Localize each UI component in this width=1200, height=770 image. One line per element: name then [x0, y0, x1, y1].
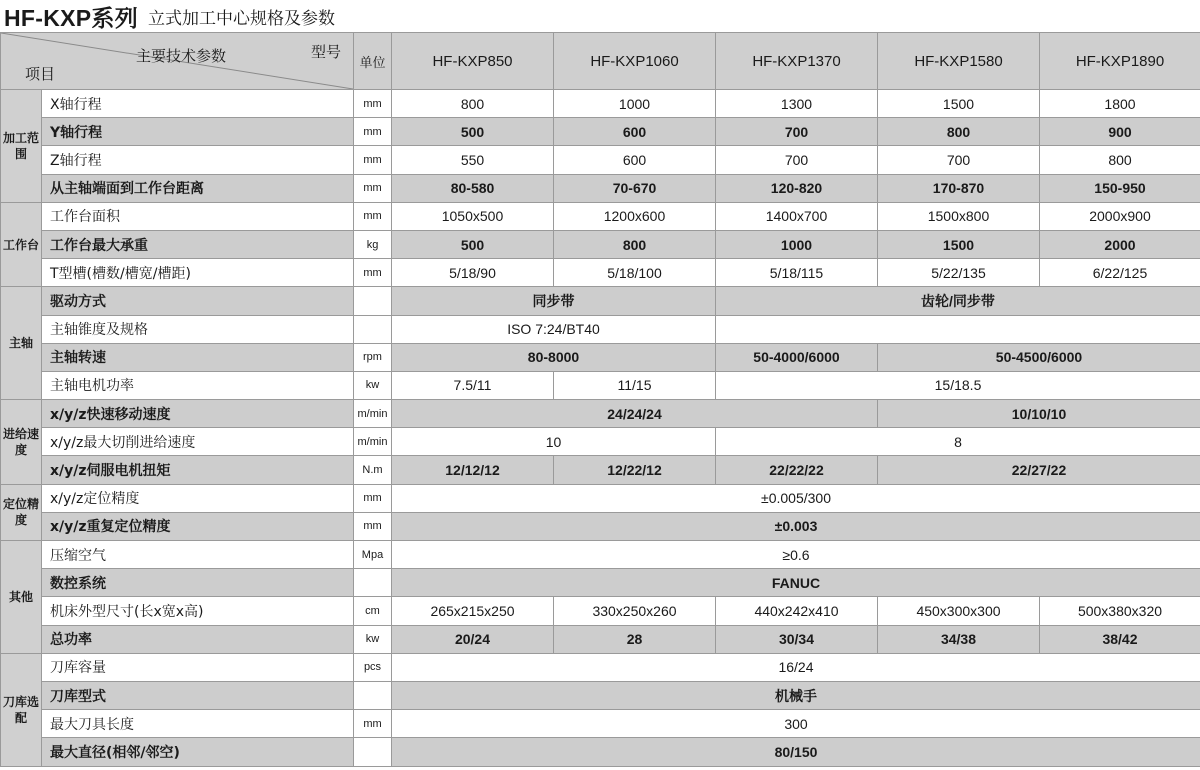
value-cell: 10	[392, 428, 716, 456]
value-cell: 500	[392, 230, 554, 258]
value-cell: 10/10/10	[878, 400, 1200, 428]
param-name: 刀库型式	[42, 681, 354, 709]
value-cell: 7.5/11	[392, 371, 554, 399]
value-cell: 28	[554, 625, 716, 653]
corner-item-label: 项目	[25, 65, 56, 83]
category-magazine: 刀库选配	[1, 653, 42, 766]
unit-cell: mm	[354, 118, 392, 146]
value-cell: 1500x800	[878, 202, 1040, 230]
value-cell: 1200x600	[554, 202, 716, 230]
header-row	[1, 33, 1200, 90]
value-cell: 700	[878, 146, 1040, 174]
param-name: Z轴行程	[42, 146, 354, 174]
value-cell: 170-870	[878, 174, 1040, 202]
model-header: HF-KXP850	[392, 33, 554, 90]
category-positioning: 定位精度	[1, 484, 42, 540]
row-positioning-accuracy	[1, 484, 1200, 512]
param-name: 从主轴端面到工作台距离	[42, 174, 354, 202]
value-cell: 450x300x300	[878, 597, 1040, 625]
row-table-area	[1, 202, 1200, 230]
value-cell: 265x215x250	[392, 597, 554, 625]
unit-cell: m/min	[354, 400, 392, 428]
row-compressed-air	[1, 541, 1200, 569]
value-cell: 24/24/24	[392, 400, 878, 428]
value-cell: 1400x700	[716, 202, 878, 230]
value-cell: 1000	[554, 90, 716, 118]
unit-cell: m/min	[354, 428, 392, 456]
value-cell: 300	[392, 710, 1200, 738]
value-cell: 16/24	[392, 653, 1200, 681]
value-cell: 800	[554, 230, 716, 258]
value-cell: 5/18/90	[392, 259, 554, 287]
row-cut-feed	[1, 428, 1200, 456]
row-total-power	[1, 625, 1200, 653]
row-servo-torque	[1, 456, 1200, 484]
value-cell: 5/18/100	[554, 259, 716, 287]
value-cell: 38/42	[1040, 625, 1200, 653]
value-cell: FANUC	[392, 569, 1200, 597]
row-cnc-system	[1, 569, 1200, 597]
value-cell: 1800	[1040, 90, 1200, 118]
value-cell: 34/38	[878, 625, 1040, 653]
unit-cell: mm	[354, 710, 392, 738]
row-max-tool-length	[1, 710, 1200, 738]
row-t-slot	[1, 259, 1200, 287]
series-title: HF-KXP系列	[4, 4, 139, 31]
value-cell: 12/22/12	[554, 456, 716, 484]
row-x-travel	[1, 90, 1200, 118]
param-name: 主轴电机功率	[42, 371, 354, 399]
param-name: 机床外型尺寸(长x宽x高)	[42, 597, 354, 625]
value-cell: ±0.005/300	[392, 484, 1200, 512]
model-header: HF-KXP1890	[1040, 33, 1200, 90]
param-name: 总功率	[42, 625, 354, 653]
row-spindle-to-table	[1, 174, 1200, 202]
value-cell: 机械手	[392, 681, 1200, 709]
value-cell: 齿轮/同步带	[716, 287, 1200, 315]
unit-cell: mm	[354, 90, 392, 118]
value-cell: 5/22/135	[878, 259, 1040, 287]
param-name: x/y/z伺服电机扭矩	[42, 456, 354, 484]
unit-cell: pcs	[354, 653, 392, 681]
header-corner	[1, 33, 354, 90]
param-name: T型槽(槽数/槽宽/槽距)	[42, 259, 354, 287]
value-cell: 600	[554, 146, 716, 174]
model-header: HF-KXP1370	[716, 33, 878, 90]
value-cell: 1500	[878, 230, 1040, 258]
row-repeat-accuracy	[1, 512, 1200, 540]
unit-cell: mm	[354, 146, 392, 174]
value-cell: 800	[392, 90, 554, 118]
param-name: 工作台最大承重	[42, 230, 354, 258]
value-cell: ISO 7:24/BT40	[392, 315, 716, 343]
unit-cell: N.m	[354, 456, 392, 484]
unit-cell: mm	[354, 259, 392, 287]
value-cell: 500	[392, 118, 554, 146]
value-cell: 1000	[716, 230, 878, 258]
value-cell: 600	[554, 118, 716, 146]
page-title	[4, 0, 1200, 32]
param-name: x/y/z快速移动速度	[42, 400, 354, 428]
value-cell: 80-8000	[392, 343, 716, 371]
row-drive	[1, 287, 1200, 315]
unit-cell: mm	[354, 484, 392, 512]
value-cell: ±0.003	[392, 512, 1200, 540]
param-name: 压缩空气	[42, 541, 354, 569]
value-cell: 2000	[1040, 230, 1200, 258]
row-spindle-speed	[1, 343, 1200, 371]
value-cell: 1500	[878, 90, 1040, 118]
value-cell: 500x380x320	[1040, 597, 1200, 625]
value-cell: 150-950	[1040, 174, 1200, 202]
row-dimensions	[1, 597, 1200, 625]
param-name: 驱动方式	[42, 287, 354, 315]
value-cell: 22/22/22	[716, 456, 878, 484]
value-cell: 80/150	[392, 738, 1200, 766]
param-name: 工作台面积	[42, 202, 354, 230]
value-cell: 5/18/115	[716, 259, 878, 287]
unit-cell: Mpa	[354, 541, 392, 569]
row-magazine-capacity	[1, 653, 1200, 681]
category-feed: 进给速度	[1, 400, 42, 485]
value-cell: 2000x900	[1040, 202, 1200, 230]
value-cell: 20/24	[392, 625, 554, 653]
unit-cell: kw	[354, 625, 392, 653]
param-name: X轴行程	[42, 90, 354, 118]
value-cell: 440x242x410	[716, 597, 878, 625]
param-name: x/y/z最大切削进给速度	[42, 428, 354, 456]
row-y-travel	[1, 118, 1200, 146]
row-rapid-speed	[1, 400, 1200, 428]
row-motor-power	[1, 371, 1200, 399]
unit-cell	[354, 681, 392, 709]
value-cell: 700	[716, 146, 878, 174]
unit-cell: kg	[354, 230, 392, 258]
unit-cell	[354, 569, 392, 597]
value-cell: 120-820	[716, 174, 878, 202]
value-cell: 6/22/125	[1040, 259, 1200, 287]
value-cell: 70-670	[554, 174, 716, 202]
unit-cell	[354, 315, 392, 343]
value-cell: 900	[1040, 118, 1200, 146]
value-cell: 50-4500/6000	[878, 343, 1200, 371]
row-taper	[1, 315, 1200, 343]
unit-cell: mm	[354, 174, 392, 202]
value-cell: 80-580	[392, 174, 554, 202]
row-z-travel	[1, 146, 1200, 174]
value-cell: 550	[392, 146, 554, 174]
model-header: HF-KXP1580	[878, 33, 1040, 90]
series-subtitle: 立式加工中心规格及参数	[148, 8, 336, 29]
row-table-load	[1, 230, 1200, 258]
unit-cell: kw	[354, 371, 392, 399]
param-name: 最大直径(相邻/邻空)	[42, 738, 354, 766]
param-name: 数控系统	[42, 569, 354, 597]
param-name: 最大刀具长度	[42, 710, 354, 738]
value-cell: ≥0.6	[392, 541, 1200, 569]
value-cell: 30/34	[716, 625, 878, 653]
value-cell: 12/12/12	[392, 456, 554, 484]
param-name: 主轴转速	[42, 343, 354, 371]
row-max-diameter	[1, 738, 1200, 766]
value-cell: 1050x500	[392, 202, 554, 230]
corner-param-label: 主要技术参数	[136, 47, 227, 65]
category-other: 其他	[1, 541, 42, 654]
param-name: x/y/z重复定位精度	[42, 512, 354, 540]
model-header: HF-KXP1060	[554, 33, 716, 90]
value-cell: 8	[716, 428, 1200, 456]
param-name: 主轴锥度及规格	[42, 315, 354, 343]
row-magazine-type	[1, 681, 1200, 709]
corner-model-label: 型号	[310, 43, 341, 61]
param-name: 刀库容量	[42, 653, 354, 681]
unit-cell	[354, 287, 392, 315]
value-cell: 22/27/22	[878, 456, 1200, 484]
value-cell: 330x250x260	[554, 597, 716, 625]
category-worktable: 工作台	[1, 202, 42, 287]
value-cell: 800	[1040, 146, 1200, 174]
param-name: Y轴行程	[42, 118, 354, 146]
value-cell: 15/18.5	[716, 371, 1200, 399]
unit-cell: rpm	[354, 343, 392, 371]
value-cell-empty	[716, 315, 1200, 343]
param-name: x/y/z定位精度	[42, 484, 354, 512]
unit-cell: cm	[354, 597, 392, 625]
unit-header: 单位	[354, 33, 392, 90]
value-cell: 800	[878, 118, 1040, 146]
category-spindle: 主轴	[1, 287, 42, 400]
value-cell: 700	[716, 118, 878, 146]
value-cell: 同步带	[392, 287, 716, 315]
value-cell: 1300	[716, 90, 878, 118]
unit-cell: mm	[354, 512, 392, 540]
unit-cell	[354, 738, 392, 766]
category-machining: 加工范围	[1, 90, 42, 203]
unit-cell: mm	[354, 202, 392, 230]
value-cell: 50-4000/6000	[716, 343, 878, 371]
spec-table	[0, 32, 1200, 767]
value-cell: 11/15	[554, 371, 716, 399]
